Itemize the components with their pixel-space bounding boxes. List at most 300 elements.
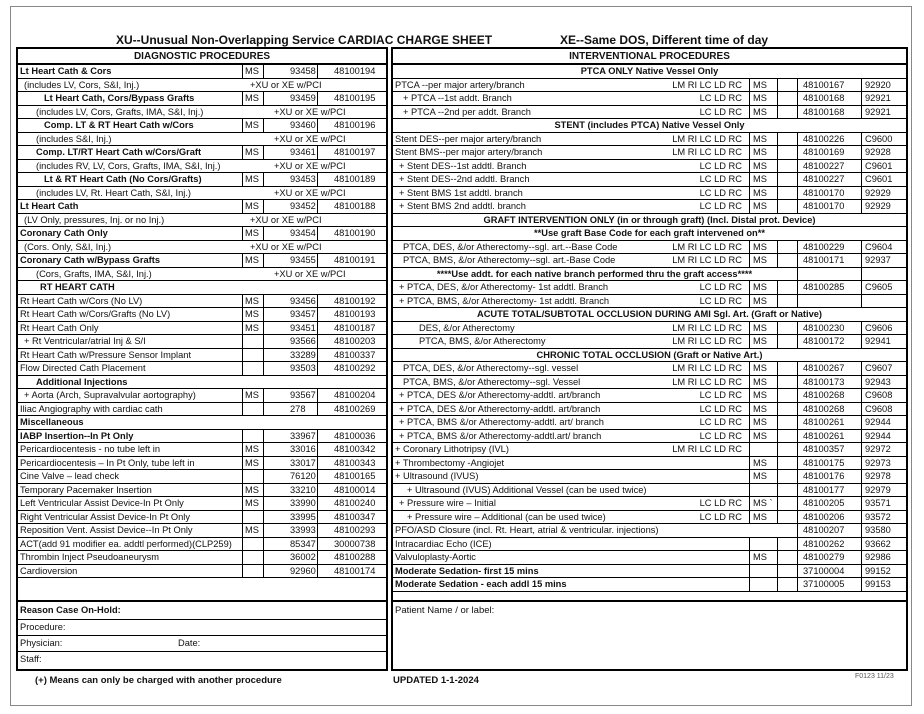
artery-options[interactable]: LC LD RC [699,511,742,522]
interventional-row[interactable] [393,416,906,430]
patient-label: Patient Name / or label: [395,605,495,616]
artery-options[interactable]: LC LD RC [699,93,742,103]
column-divider [861,551,862,564]
procedure-name: + Rt Ventricular/atrial Inj & S/I [24,336,146,346]
diagnostic-row[interactable] [18,538,386,552]
ms-marker: MS [245,525,259,535]
interventional-row[interactable] [393,457,906,471]
interventional-row[interactable] [393,295,906,309]
artery-options[interactable]: LC LD RC [699,295,742,306]
procedure-name: Moderate Sedation - each addl 15 mins [395,579,567,589]
cpt-code: 93461 [290,147,316,157]
diagnostic-row[interactable] [18,281,386,295]
procedure-name: PTCA, BMS, &/or Atherectomy--sgl. art.-Base Code [403,255,616,265]
column-divider [777,146,778,159]
cpt-code: 92944 [865,417,891,427]
procedure-name: PTCA, DES, &/or Atherectomy--sgl. vessel [403,363,579,373]
column-divider [797,106,798,119]
interventional-row[interactable] [393,160,906,174]
diagnostic-row[interactable] [18,457,386,471]
procedure-name: (LV Only, pressures, Inj. or no Inj.) [24,214,165,225]
column-divider [263,308,264,321]
procedure-name: + Ultrasound (IVUS) Additional Vessel (can be used twice) [407,484,647,495]
interventional-row[interactable] [393,376,906,390]
ms-marker: MS [245,147,259,157]
charge-code: 48100187 [334,322,376,333]
procedure-name: + Coronary Lithotripsy (IVL) [395,444,509,454]
ms-marker: MS [753,174,767,184]
cpt-code: 99152 [865,565,891,576]
procedure-name: PTCA, BMS, &/or Atherectomy [419,336,546,346]
interventional-row[interactable] [393,551,906,565]
artery-options[interactable]: LM RI LC LD RC [672,79,742,90]
interventional-row[interactable] [393,92,906,106]
ms-marker: MS [753,403,767,414]
on-hold-section [18,600,386,669]
artery-options[interactable]: LM RI LC LD RC [672,133,742,144]
column-divider [777,551,778,564]
column-divider [861,376,862,389]
column-divider [749,241,750,254]
procedure-name: Valvuloplasty-Aortic [395,552,476,562]
column-divider [317,65,318,78]
cpt-code: 33993 [290,525,316,535]
cpt-code: 92929 [865,187,891,198]
cpt-code: 93662 [865,538,891,549]
column-divider [242,146,243,159]
cpt-code: 93571 [865,498,891,508]
column-divider [749,92,750,105]
procedure-name: Miscellaneous [20,417,84,427]
column-divider [242,65,243,78]
interventional-row[interactable] [393,173,906,187]
artery-options[interactable]: LC LD RC [699,201,742,211]
interventional-row[interactable] [393,538,906,552]
column-divider [317,497,318,510]
column-divider [749,133,750,146]
artery-options[interactable]: LM RI LC LD RC [672,363,742,373]
diagnostic-row[interactable] [18,79,386,93]
diagnostic-row[interactable] [18,214,386,228]
ms-marker: MS [753,430,767,441]
procedure-name: PTCA, DES, &/or Atherectomy--sgl. art.--Base Code [403,241,618,252]
charge-code: 48100292 [334,363,376,373]
column-divider [749,443,750,456]
interventional-row[interactable] [393,200,906,214]
column-divider [777,106,778,119]
diagnostic-row[interactable] [18,565,386,579]
diagnostic-row[interactable] [18,362,386,376]
ms-marker: MS [753,93,767,103]
cpt-code: 93459 [290,93,316,103]
column-divider [317,349,318,362]
column-divider [317,146,318,159]
interventional-row[interactable] [393,79,906,93]
charge-code: 48100357 [803,444,845,454]
procedure-name: Pericardiocentesis - no tube left in [20,444,161,454]
column-divider [749,254,750,267]
interventional-row[interactable] [393,281,906,295]
column-divider [317,470,318,483]
column-divider [242,308,243,321]
column-divider [749,335,750,348]
column-divider [861,254,862,267]
diagnostic-row[interactable] [18,187,386,201]
column-divider [797,497,798,510]
diagnostic-row[interactable] [18,416,386,430]
diagnostic-row[interactable] [18,430,386,444]
charge-code: 48100192 [334,295,376,306]
procedure-name: Stent BMS--per major artery/branch [395,147,543,157]
column-divider [749,578,750,591]
artery-options[interactable]: LM RI LC LD RC [672,147,742,157]
column-divider [242,254,243,267]
interventional-row[interactable] [393,484,906,498]
diagnostic-row[interactable] [18,241,386,255]
column-divider [263,443,264,456]
form-code: F0123 11/23 [855,673,894,680]
section-heading: STENT (includes PTCA) Native Vessel Only [554,120,745,130]
artery-options[interactable]: LM RI LC LD RC [672,255,742,265]
cpt-code: 92978 [865,471,891,481]
cpt-code: 93455 [290,255,316,265]
column-divider [797,254,798,267]
charge-code: 48100268 [803,403,845,414]
column-divider [797,457,798,470]
interventional-row[interactable] [393,133,906,147]
procedure-name: + Ultrasound (IVUS) [395,471,479,481]
column-divider [317,511,318,524]
procedure-name: RT HEART CATH [40,282,115,292]
column-divider [797,524,798,537]
interventional-row[interactable] [393,497,906,511]
column-divider [749,511,750,524]
artery-options[interactable]: LC LD RC [699,498,742,508]
column-divider [777,92,778,105]
staff-label: Staff: [20,654,42,664]
charge-code: 48100169 [803,147,845,157]
column-divider [797,146,798,159]
column-divider [242,349,243,362]
interventional-row[interactable] [393,335,906,349]
section-heading: **Use graft Base Code for each graft intervened on** [534,228,765,238]
ms-marker: MS [245,390,259,400]
column-divider [777,173,778,186]
procedure-name: Lt Heart Cath [20,201,79,211]
charge-code: 48100171 [803,255,845,265]
cpt-code: 93457 [290,309,316,319]
column-divider [861,511,862,524]
column-divider [777,362,778,375]
diagnostic-row[interactable] [18,443,386,457]
section-heading: CHRONIC TOTAL OCCLUSION (Graft or Native Art.) [536,349,763,360]
ms-marker: MS [753,201,767,211]
procedure-name: + Stent DES--1st addtl. Branch [399,160,527,171]
diagnostic-row[interactable] [18,349,386,363]
column-divider [861,92,862,105]
charge-code: 48100174 [334,565,376,576]
charge-code: 48100261 [803,417,845,427]
column-divider [242,430,243,443]
artery-options[interactable]: LM RI LC LD RC [672,241,742,252]
procedure-name: + PTCA, BMS &/or Atherectomy-addtl. art/ branch [399,417,604,427]
column-divider [749,497,750,510]
column-divider [749,295,750,308]
column-divider [749,376,750,389]
procedure-name: Stent DES--per major artery/branch [395,133,542,144]
diagnostic-row[interactable] [18,335,386,349]
charge-code: 48100227 [803,160,845,171]
ms-marker: MS [245,444,259,454]
cpt-code: 93452 [290,201,316,211]
procedure-name: Coronary Cath w/Bypass Grafts [20,255,161,265]
cpt-code: 76120 [290,471,316,481]
procedure-name: ACT(add 91 modifier ea. addtl performed)(CLP259) [20,538,232,549]
column-divider [317,538,318,551]
cpt-code: 33967 [290,430,316,441]
column-divider [263,565,264,578]
artery-options[interactable]: LC LD RC [699,106,742,117]
column-divider [263,362,264,375]
artery-options[interactable]: LC LD RC [699,282,742,292]
charge-code: 48100229 [803,241,845,252]
procedure-name: Rt Heart Cath w/Cors/Grafts (No LV) [20,309,171,319]
column-divider [777,430,778,443]
ms-marker: MS [753,336,767,346]
column-divider [263,295,264,308]
column-divider [317,227,318,240]
diagnostic-row[interactable] [18,322,386,336]
diagnostic-row[interactable] [18,389,386,403]
charge-code: 48100197 [334,147,376,157]
diagnostic-row[interactable] [18,146,386,160]
diagnostic-row[interactable] [18,470,386,484]
cpt-code: 93567 [290,390,316,400]
column-divider [861,362,862,375]
interventional-row[interactable] [393,146,906,160]
staff-row[interactable] [18,652,386,668]
ms-marker: MS [753,106,767,117]
charge-code: 48100036 [334,430,376,441]
interventional-row[interactable] [393,524,906,538]
interventional-row[interactable] [393,470,906,484]
column-divider [797,538,798,551]
ms-marker: MS [753,241,767,252]
charge-code: 48100288 [334,552,376,562]
artery-options[interactable]: LC LD RC [699,417,742,427]
artery-options[interactable]: LC LD RC [699,403,742,414]
diagnostic-row[interactable] [18,254,386,268]
interventional-row[interactable] [393,322,906,336]
diagnostic-row[interactable] [18,106,386,120]
artery-options[interactable]: LM RI LC LD RC [672,444,742,454]
column-divider [317,92,318,105]
column-divider [797,187,798,200]
on-hold-row [18,602,386,620]
artery-options[interactable]: LC LD RC [699,174,742,184]
charge-code: 48100196 [334,120,376,130]
cpt-code: 92920 [865,79,891,90]
on-hold-label: Reason Case On-Hold: [20,605,121,615]
charge-code: 48100176 [803,471,845,481]
cpt-code: 93460 [290,120,316,130]
artery-options[interactable]: LM RI LC LD RC [672,322,742,333]
procedure-name: + Stent BMS 1st addtl. branch [399,187,523,198]
cpt-code: 92921 [865,106,891,117]
column-divider [797,416,798,429]
ms-marker: MS [245,457,259,468]
column-divider [317,443,318,456]
interventional-row[interactable] [393,430,906,444]
diagnostic-row[interactable] [18,524,386,538]
ms-marker: MS ` [753,498,773,508]
diagnostic-row[interactable] [18,551,386,565]
procedure-name: + PTCA, DES &/or Atherectomy-addtl. art/branch [399,403,601,414]
procedure-name: Left Ventricular Assist Device-In Pt Only [20,498,184,508]
column-divider [861,79,862,92]
column-divider [263,65,264,78]
charge-code: 48100165 [334,471,376,481]
pci-modifier-note: +XU or XE w/PCI [250,79,322,90]
artery-options[interactable]: LM RI LC LD RC [672,336,742,346]
artery-options[interactable]: LC LD RC [699,160,742,171]
cpt-code: 93456 [290,295,316,306]
physician-row[interactable] [18,636,386,652]
column-divider [797,376,798,389]
diagnostic-row[interactable] [18,173,386,187]
date-label: Date: [178,638,201,648]
column-divider [749,538,750,551]
diagnostic-row[interactable] [18,119,386,133]
interventional-row[interactable] [393,578,906,592]
column-divider [263,551,264,564]
charge-code: 48100342 [334,444,376,454]
column-divider [263,200,264,213]
diagnostic-row[interactable] [18,308,386,322]
column-divider [797,565,798,578]
column-divider [777,376,778,389]
diagnostic-row[interactable] [18,160,386,174]
column-divider [777,484,778,497]
diagnostic-row[interactable] [18,200,386,214]
section-heading: PTCA ONLY Native Vessel Only [580,66,719,76]
column-divider [797,430,798,443]
cpt-code: 92986 [865,552,891,562]
column-divider [777,160,778,173]
procedure-name: Coronary Cath Only [20,228,108,238]
interventional-row[interactable] [393,106,906,120]
column-divider [777,133,778,146]
charge-code: 37100004 [803,565,845,576]
interventional-row[interactable] [393,362,906,376]
column-divider [242,524,243,537]
column-divider [797,389,798,402]
ms-marker: MS [753,552,767,562]
charge-code: 48100343 [334,457,376,468]
cpt-code: C9600 [865,133,893,144]
procedure-name: + PTCA, BMS, &/or Atherectomy- 1st addtl. Branch [399,295,610,306]
interventional-row[interactable] [393,403,906,417]
column-divider [263,430,264,443]
procedure-name: Intracardiac Echo (ICE) [395,538,492,549]
ms-marker: MS [245,228,259,238]
column-divider [861,295,862,308]
interventional-row[interactable] [393,241,906,255]
interventional-row[interactable] [393,443,906,457]
artery-options[interactable]: LM RI LC LD RC [672,376,742,387]
column-divider [861,173,862,186]
column-divider [749,281,750,294]
cpt-code: C9604 [865,241,893,252]
artery-options[interactable]: LC LD RC [699,430,742,441]
interventional-row [393,308,906,322]
diagnostic-row[interactable] [18,65,386,79]
column-divider [749,551,750,564]
patient-label-section[interactable] [393,600,906,669]
column-divider [749,160,750,173]
column-divider [242,227,243,240]
cpt-code: 85347 [290,538,316,549]
charge-code: 48100293 [334,525,376,535]
cpt-code: 92941 [865,336,891,346]
diagnostic-row[interactable] [18,295,386,309]
artery-options[interactable]: LC LD RC [699,187,742,198]
column-divider [777,416,778,429]
section-heading: ACUTE TOTAL/SUBTOTAL OCCLUSION DURING AMI Sgl. Art. (Graft or Native) [476,309,823,319]
ms-marker: MS [753,160,767,171]
artery-options[interactable]: LC LD RC [699,390,742,400]
column-divider [861,322,862,335]
charge-code: 48100207 [803,525,845,535]
interventional-row[interactable] [393,389,906,403]
column-divider [242,511,243,524]
interventional-row[interactable] [393,254,906,268]
diagnostic-row[interactable] [18,484,386,498]
column-divider [749,389,750,402]
cpt-code: 278 [290,403,306,414]
diagnostic-row[interactable] [18,403,386,417]
column-divider [317,335,318,348]
diagnostic-row[interactable] [18,497,386,511]
column-divider [242,470,243,483]
column-divider [797,160,798,173]
procedure-name: Thrombin Inject Pseudoaneurysm [20,552,160,562]
diagnostic-row[interactable] [18,92,386,106]
column-divider [263,457,264,470]
diagnostic-row[interactable] [18,511,386,525]
ms-marker: MS [753,255,767,265]
interventional-row[interactable] [393,565,906,579]
procedure-row[interactable] [18,620,386,636]
diagnostic-row[interactable] [18,376,386,390]
column-divider [861,430,862,443]
diagnostic-row[interactable] [18,133,386,147]
column-divider [797,322,798,335]
column-divider [861,578,862,591]
column-divider [749,362,750,375]
column-divider [317,457,318,470]
procedure-name: DES, &/or Atherectomy [419,322,515,333]
column-divider [777,538,778,551]
ms-marker: MS [753,133,767,144]
interventional-row[interactable] [393,187,906,201]
procedure-name: Temporary Pacemaker Insertion [20,484,152,495]
diagnostic-row[interactable] [18,227,386,241]
diagnostic-row[interactable] [18,268,386,282]
column-divider [861,403,862,416]
interventional-row[interactable] [393,511,906,525]
ms-marker: MS [753,390,767,400]
